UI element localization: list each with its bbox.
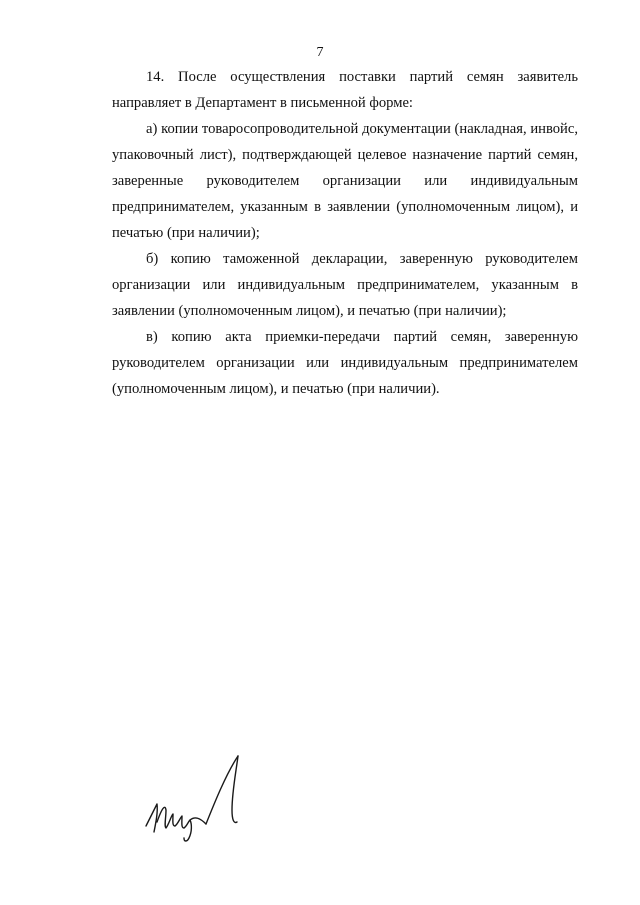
page-number: 7 — [316, 45, 324, 60]
signature-icon — [140, 752, 260, 847]
paragraph-subitem-a: а) копии товаросопроводительной документации (накладная, инвойс, упаковочный лист), подтверждающей целевое назначение партий семян, заверенные руководителем организации или индивидуальным предпринимателем, указанным в заявлении (уполномоченным лицом), и печатью (при наличии); — [112, 121, 578, 241]
handwritten-signature — [140, 752, 260, 847]
document-body — [112, 64, 578, 402]
paragraph-subitem-b: б) копию таможенной декларации, заверенную руководителем организации или индивидуальным предпринимателем, указанным в заявлении (уполномоченным лицом), и печатью (при наличии); — [112, 251, 578, 319]
paragraph-item-14: 14. После осуществления поставки партий семян заявитель направляет в Департамент в письменной форме: — [112, 69, 578, 111]
paragraph-subitem-v: в) копию акта приемки-передачи партий семян, заверенную руководителем организации или индивидуальным предпринимателем (уполномоченным лицом), и печатью (при наличии). — [112, 329, 578, 397]
